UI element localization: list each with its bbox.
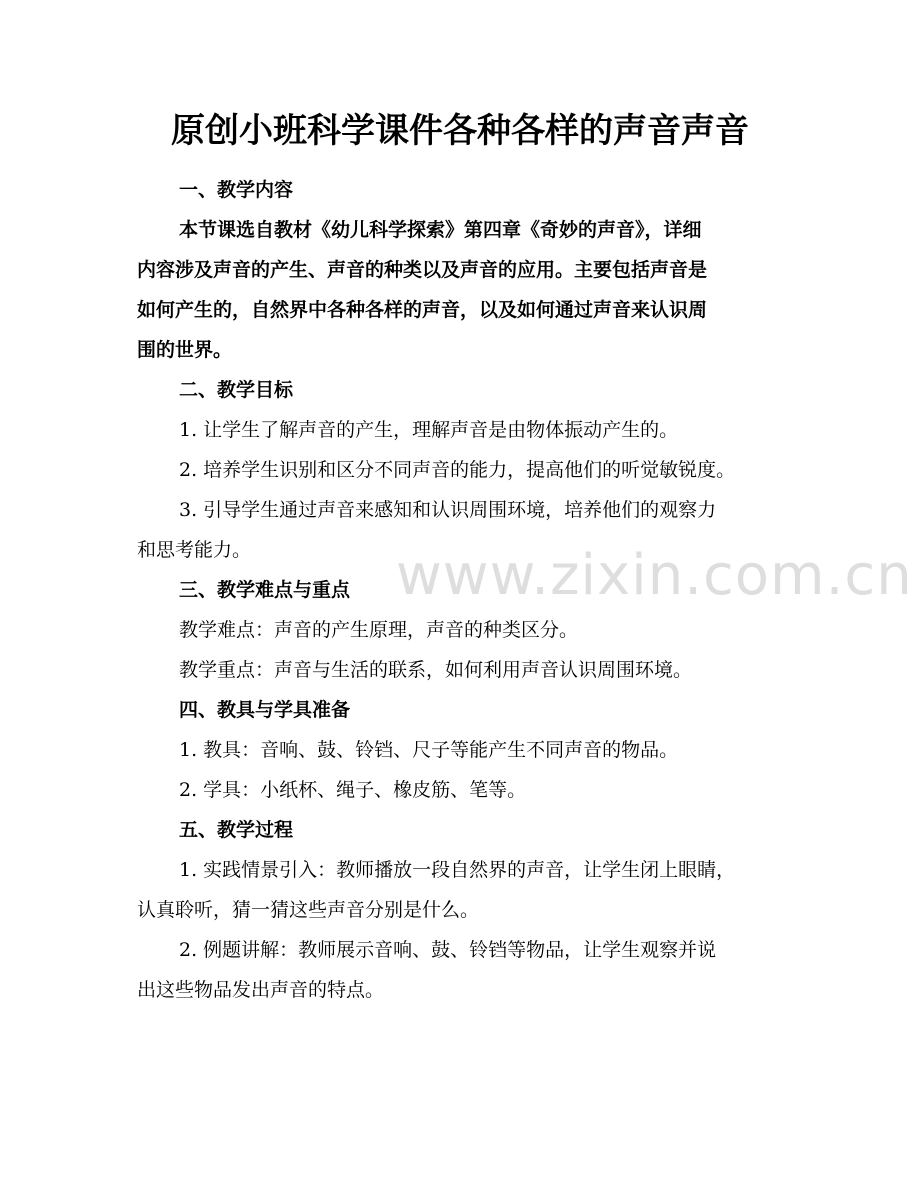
paragraph-line: 如何产生的，自然界中各种各样的声音，以及如何通过声音来认识周 [137,299,708,321]
section-heading: 二、教学目标 [179,379,294,401]
paragraph-line: 认真聆听，猜一猜这些声音分别是什么。 [137,899,480,921]
section-heading: 三、教学难点与重点 [179,579,351,601]
section-heading: 四、教具与学具准备 [179,699,351,721]
paragraph-line: 1. 教具：音响、鼓、铃铛、尺子等能产生不同声音的物品。 [179,739,679,761]
paragraph [137,850,797,930]
paragraph-line: 1. 实践情景引入：教师播放一段自然界的声音，让学生闭上眼睛， [179,859,736,881]
paragraph-line: 教学难点：声音的产生原理，声音的种类区分。 [179,619,579,641]
paragraph [137,730,797,770]
paragraph-line: 2. 学具：小纸杯、绳子、橡皮筋、笔等。 [179,779,527,801]
paragraph-line: 2. 例题讲解：教师展示音响、鼓、铃铛等物品，让学生观察并说 [179,939,717,961]
paragraph [137,210,797,370]
paragraph [137,610,797,650]
section-heading: 一、教学内容 [179,179,294,201]
paragraph-line: 和思考能力。 [137,539,252,561]
section-heading: 五、教学过程 [179,819,294,841]
paragraph [137,930,797,1010]
paragraph [137,410,797,450]
paragraph-line: 1. 让学生了解声音的产生，理解声音是由物体振动产生的。 [179,419,679,441]
paragraph [137,450,797,490]
watermark: www.zixin.com.cn [396,543,913,608]
paragraph-line: 教学重点：声音与生活的联系，如何利用声音认识周围环境。 [179,659,693,681]
paragraph-line: 内容涉及声音的产生、声音的种类以及声音的应用。主要包括声音是 [137,259,708,281]
paragraph-line: 2. 培养学生识别和区分不同声音的能力，提高他们的听觉敏锐度。 [179,459,736,481]
paragraph-line: 本节课选自教材《幼儿科学探索》第四章《奇妙的声音》，详细 [179,219,702,241]
paragraph-line: 出这些物品发出声音的特点。 [137,979,385,1001]
paragraph [137,650,797,690]
document-title: 原创小班科学课件各种各样的声音声音 [171,111,749,151]
paragraph [137,770,797,810]
paragraph-line: 3. 引导学生通过声音来感知和认识周围环境，培养他们的观察力 [179,499,717,521]
paragraph-line: 围的世界。 [137,339,233,361]
